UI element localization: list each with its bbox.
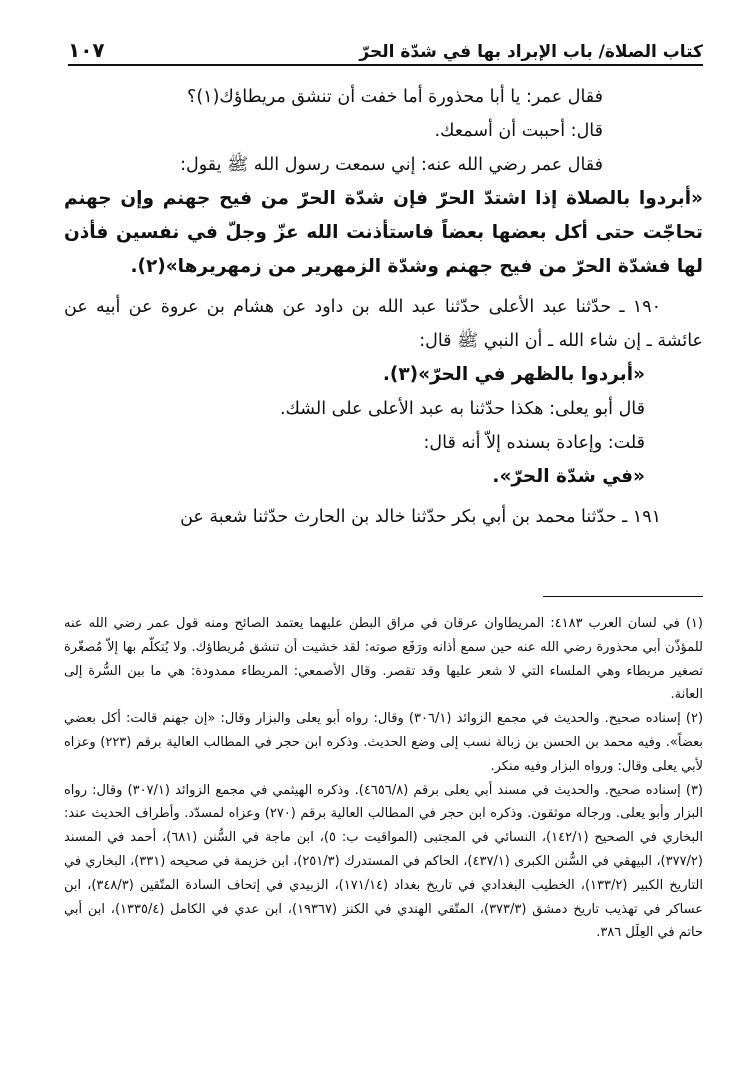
main-text [64, 80, 703, 534]
footnote-1: (١) في لسان العرب ٤١٨٣: المريطاوان عرقان في مراق البطن عليهما يعتمد الصائح ومنه قول عمر رضي الله عنه للمؤذّن أبي محذورة رضي الله عنه حين سمع أذانه ورَفَع صوته: لقد خشيت أن تنشق مُريطاؤك. ولا يُتكلّم بها إلاّ مُصغّرة تصغير مريطاء وهي الملساء التي لا شعر عليها وقد تقصر. وقال الأصمعي: المريطاء ممدودة: هي ما بين السُّرة إلى العانة. [64, 616, 703, 703]
running-head: كتاب الصلاة/ باب الإبراد بها في شدّة الحرّ [359, 42, 703, 62]
hadith-190: ١٩٠ ـ حدّثنا عبد الأعلى حدّثنا عبد الله بن داود عن هشام بن عروة عن أبيه عن عائشة ـ إن شاء الله ـ أن النبي ﷺ قال: [64, 297, 703, 351]
text-line: قال أبو يعلى: هكذا حدّثنا به عبد الأعلى على الشك. [279, 399, 645, 419]
footnote-rule [543, 596, 703, 597]
hadith-text: «في شدّة الحرّ». [492, 466, 645, 487]
text-line: قال: أحببت أن أسمعك. [434, 121, 603, 141]
footnotes [64, 612, 703, 945]
text-line: فقال عمر: يا أبا محذورة أما خفت أن تنشق مريطاؤك(١)؟ [187, 87, 603, 107]
hadith-text: «أبردوا بالظهر في الحرّ»(٣). [382, 364, 645, 385]
header-rule [68, 64, 703, 66]
text-line: فقال عمر رضي الله عنه: إني سمعت رسول الله ﷺ يقول: [180, 155, 603, 175]
footnote-2: (٢) إسناده صحيح. والحديث في مجمع الزوائد (٣٠٦/١) وقال: رواه أبو يعلى والبزار وقال: «إن جهنم قالت: أكل بعضي بعضاً». وفيه محمد بن الحسن بن زبالة نسب إلى وضع الحديث. وذكره ابن حجر في المطالب العالية برقم (٢٢٣) وعزاه لأبي يعلى وقال: ورواه البزار وفيه منكر. [64, 711, 704, 774]
page-header [68, 36, 703, 62]
footnote-3: (٣) إسناده صحيح. والحديث في مسند أبي يعلى برقم (٤٦٥٦/٨). وذكره الهيثمي في مجمع الزوائد (٣٠٧/١) وقال: رواه البزار وأبو يعلى. ورجاله موثقون. وذكره ابن حجر في المطالب العالية برقم (٢٧٠) وعزاه لمسدّد. وأطراف الحديث عند: البخاري في الصحيح (١٤٢/١)، النسائي في المجتبى (المواقيت ب: ٥)، ابن ماجة في السُّنن (٦٨١)، أحمد في المسند (٣٧٧/٢)، البيهقي في السُّنن الكبرى (٤٣٧/١)، الحاكم في المستدرك (٢٥١/٣)، ابن خزيمة في صحيحه (٣٣١)، البخاري في التاريخ الكبير (١٣٣/٢)، الخطيب البغدادي في تاريخ بغداد (١٧١/١٤)، الزبيدي في إتحاف السادة المتّقين (٣٤٨/٣)، ابن عساكر في تهذيب تاريخ دمشق (٣٧٣/٣)، المتّقي الهندي في الكنز (١٩٣٦٧)، ابن عدي في الكامل (١٣٣٥/٤)، ابن أبي حاتم في العِلَل ٣٨٦. [64, 782, 703, 941]
page-number: ١٠٧ [68, 38, 105, 62]
hadith-text: «أبردوا بالصلاة إذا اشتدّ الحرّ فإن شدّة الحرّ من فيح جهنم وإن جهنم تحاجّت حتى أكل بعضها بعضاً فاستأذنت الله عزّ وجلّ في نفسين فأذن لها فشدّة الحرّ من فيح جهنم وشدّة الزمهرير من زمهريرها»(٢). [64, 188, 703, 277]
hadith-191: ١٩١ ـ حدّثنا محمد بن أبي بكر حدّثنا خالد بن الحارث حدّثنا شعبة عن [180, 507, 661, 527]
text-line: قلت: وإعادة بسنده إلاّ أنه قال: [423, 433, 645, 453]
